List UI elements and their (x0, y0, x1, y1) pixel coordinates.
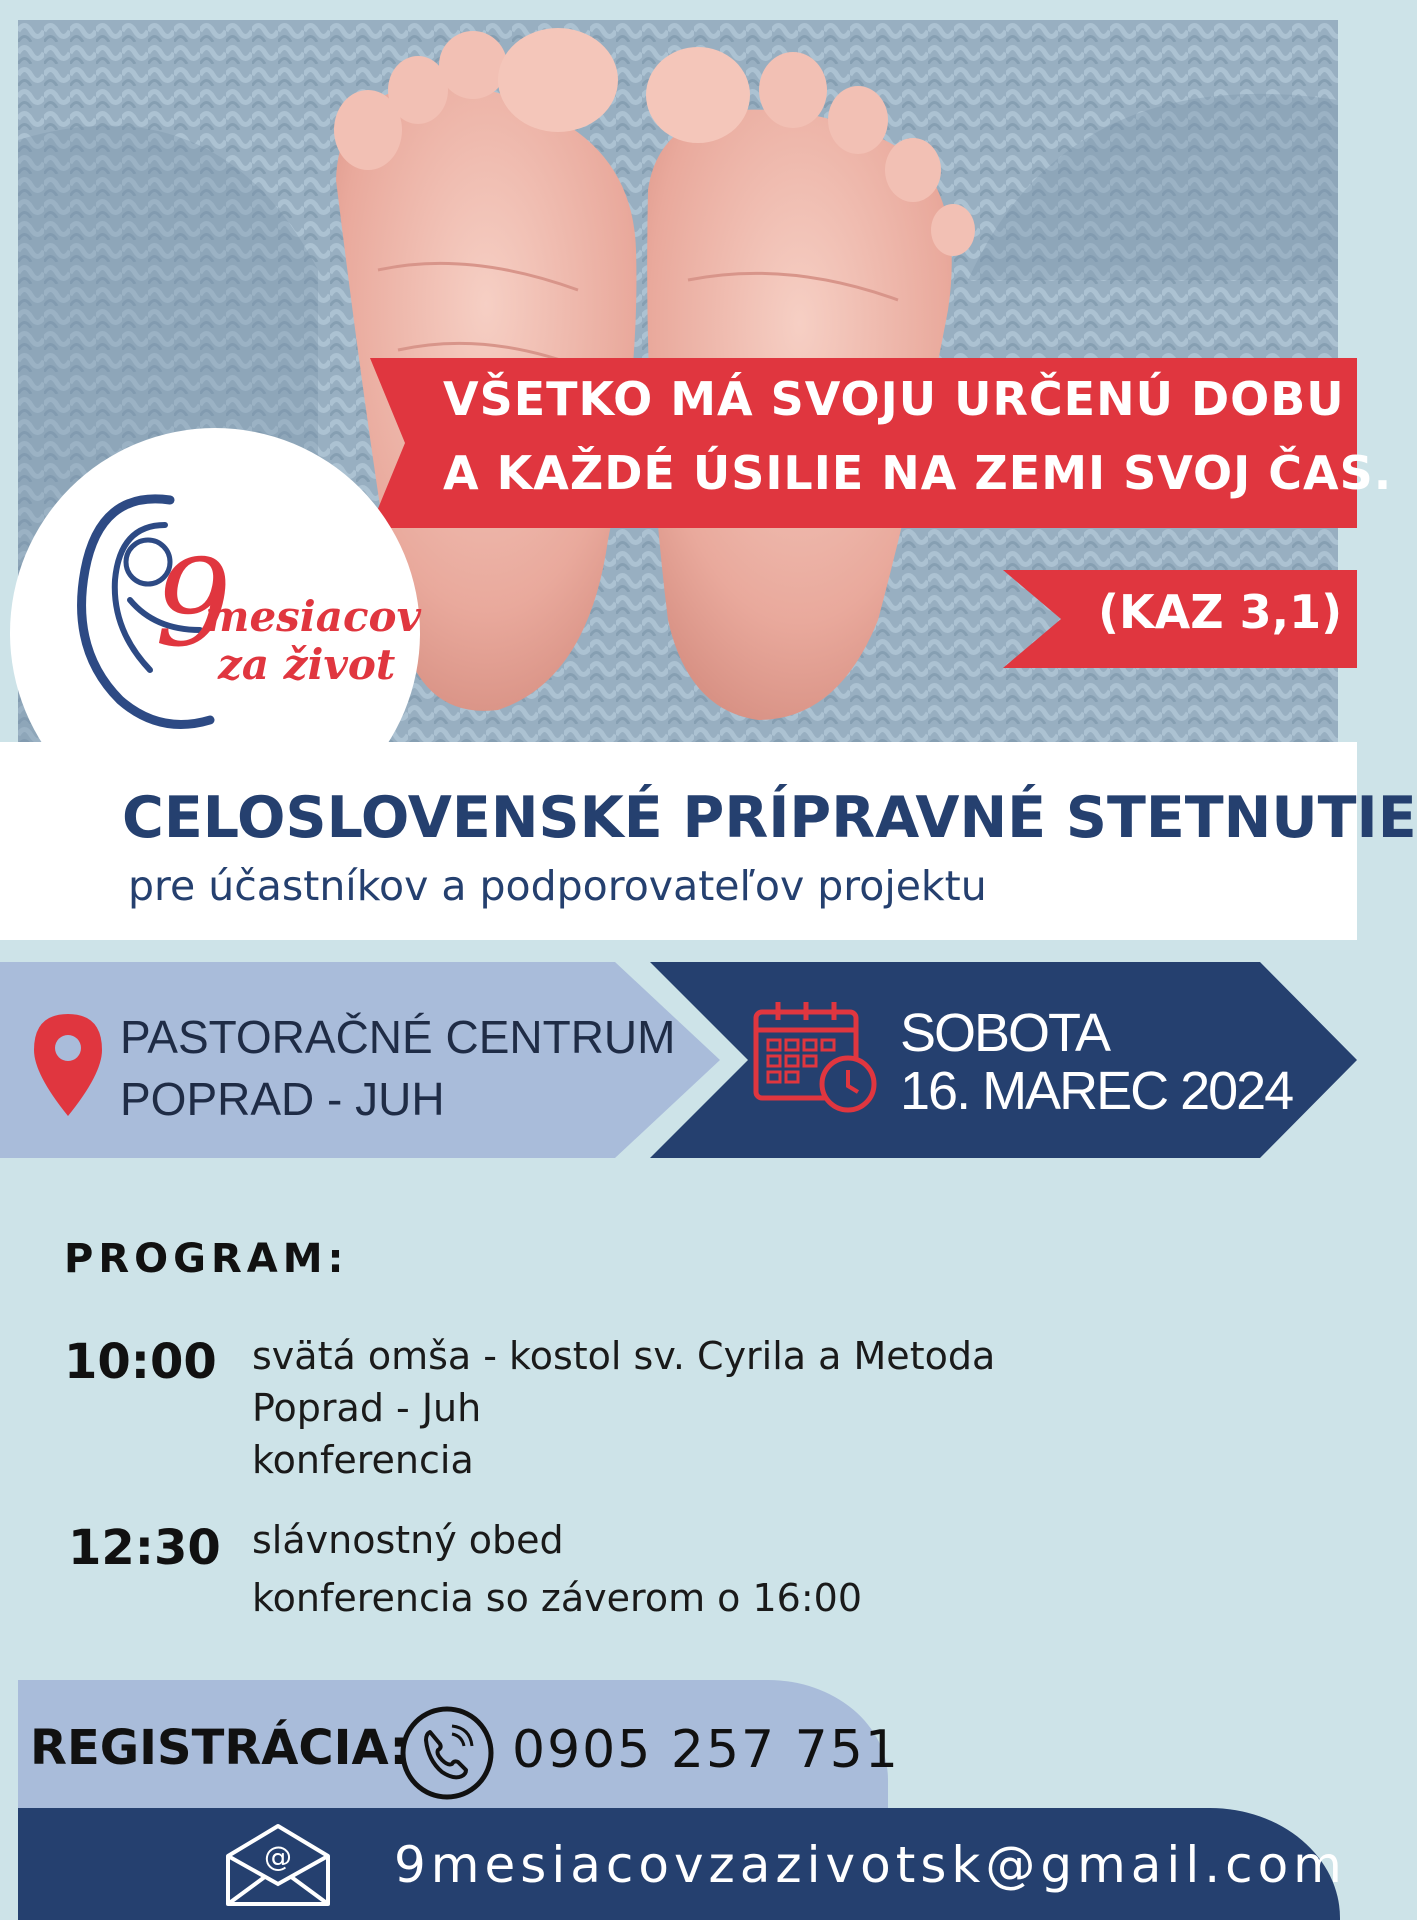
program-item-2-line-2: konferencia so záverom o 16:00 (252, 1576, 863, 1620)
calendar-clock-icon (752, 1000, 882, 1118)
program-item-1-line-3: konferencia (252, 1438, 474, 1482)
logo-text-line-2: za život (218, 640, 396, 689)
email-envelope-icon (222, 1822, 334, 1908)
phone-icon (398, 1704, 496, 1802)
location-line-1: PASTORAČNÉ CENTRUM (120, 1011, 676, 1063)
quote-line-1: VŠETKO MÁ SVOJU URČENÚ DOBU (443, 372, 1345, 426)
program-item-2-line-1: slávnostný obed (252, 1518, 564, 1562)
event-title: CELOSLOVENSKÉ PRÍPRAVNÉ STETNUTIE (122, 785, 1417, 851)
event-subtitle: pre účastníkov a podporovateľov projektu (128, 862, 987, 910)
program-time-2: 12:30 (68, 1520, 221, 1576)
program-item-1-line-1: svätá omša - kostol sv. Cyrila a Metoda (252, 1334, 996, 1378)
location-pin-icon (30, 1010, 106, 1120)
mother-child-logo-icon (60, 480, 232, 740)
program-time-1: 10:00 (64, 1334, 217, 1390)
quote-line-2: A KAŽDÉ ÚSILIE NA ZEMI SVOJ ČAS. (443, 446, 1393, 500)
logo-text-line-1: mesiacov (205, 592, 421, 641)
date-full: 16. MAREC 2024 (900, 1061, 1293, 1121)
registration-email[interactable]: 9mesiacovzazivotsk@gmail.com (394, 1836, 1347, 1894)
program-item-1-line-2: Poprad - Juh (252, 1386, 482, 1430)
program-heading: PROGRAM: (64, 1236, 349, 1282)
date-weekday: SOBOTA (900, 1003, 1110, 1063)
registration-label: REGISTRÁCIA: (30, 1720, 409, 1776)
registration-phone[interactable]: 0905 257 751 (512, 1720, 900, 1780)
logo-number: 9 (155, 535, 232, 674)
location-line-2: POPRAD - JUH (120, 1073, 445, 1125)
bible-reference: (KAZ 3,1) (1098, 585, 1343, 639)
svg-text:@: @ (264, 1840, 292, 1873)
